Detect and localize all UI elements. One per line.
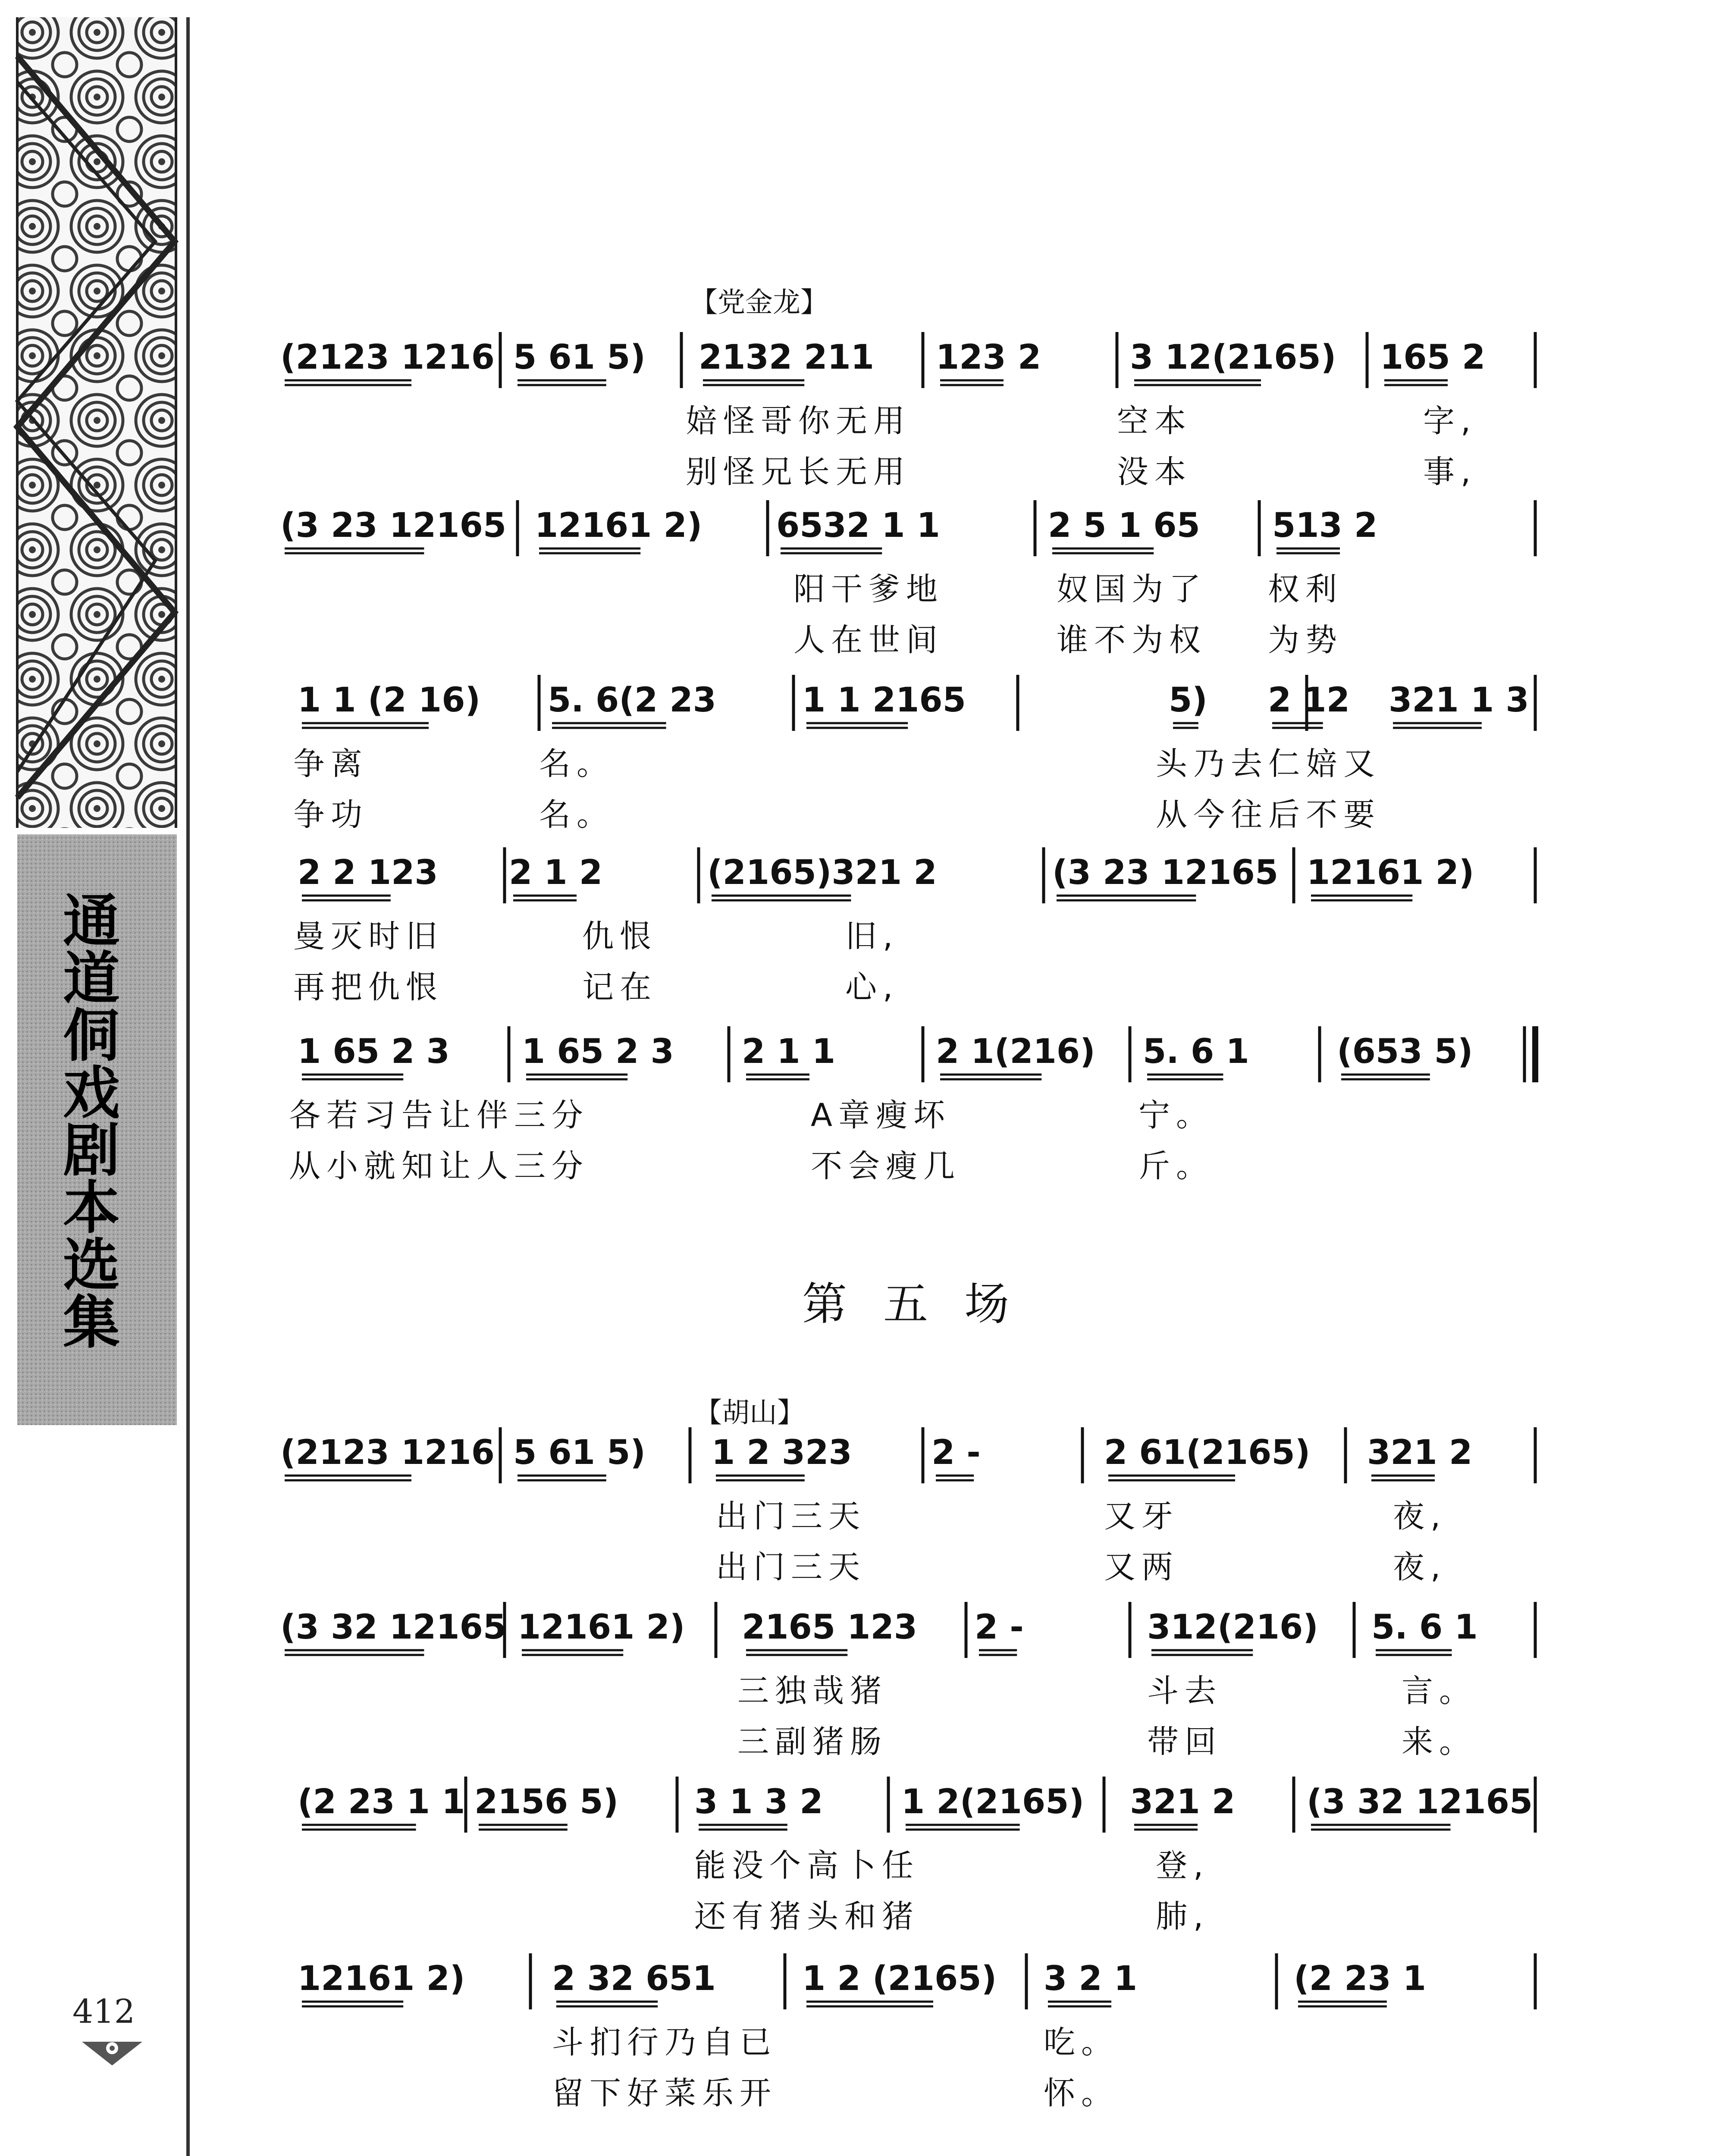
notation-group: 2156 5) (474, 1783, 619, 1821)
lyric-text: 三副猪肠 (737, 1724, 888, 1760)
scene-title: 第五场 (802, 1278, 1046, 1330)
notation-group: 6532 1 1 (776, 506, 940, 545)
lyric-text: 头乃去仁婄又 (1156, 746, 1381, 782)
page-ornament-icon (82, 2042, 142, 2065)
notation-group: (3 23 12165 (1052, 853, 1279, 892)
notation-group: 312(216) (1147, 1608, 1318, 1647)
notation-group: (653 5) (1337, 1032, 1473, 1071)
lyric-text: 谁不为权 (1057, 622, 1207, 658)
lyric-text: 斗去 (1147, 1673, 1222, 1709)
lyric-text: 能没个高卜任 (694, 1847, 919, 1884)
lyric-text: 斤。 (1138, 1148, 1214, 1185)
lyric-text: 空本 (1117, 403, 1192, 439)
book-title-char: 戏 (63, 1060, 120, 1127)
role-label: 【党金龙】 (690, 287, 828, 319)
notation-group: 321 2 (1130, 1783, 1236, 1821)
notation-group: 1 65 2 3 (298, 1032, 450, 1071)
lyric-text: 出门三天 (716, 1498, 866, 1535)
lyric-text: 从今往后不要 (1156, 796, 1381, 833)
notation-group: 2 61(2165) (1104, 1433, 1311, 1472)
notation-group: 12161 2) (535, 506, 703, 545)
lyric-text: 字, (1423, 403, 1477, 439)
lyric-text: 仇恨 (582, 918, 657, 955)
lyric-text: 又两 (1104, 1549, 1179, 1586)
lyric-text: 三独哉猪 (737, 1673, 888, 1709)
book-title-char: 侗 (63, 1003, 120, 1069)
notation-group: 12161 2) (1307, 853, 1474, 892)
book-title-char: 集 (63, 1289, 120, 1356)
notation-group: (2 23 1 1 (298, 1783, 465, 1821)
lyric-text: 奴国为了 (1057, 571, 1207, 608)
lyric-text: 再把仇恨 (293, 969, 443, 1006)
notation-group: (3 32 12165 (1307, 1783, 1533, 1821)
notation-group: 5. 6(2 23 (548, 681, 716, 720)
book-title-char: 通 (63, 893, 120, 955)
notation-group: (3 23 12165 (280, 506, 507, 545)
notation-group: (3 32 12165 (280, 1608, 507, 1647)
notation-group: (2123 1216 (280, 1433, 495, 1472)
lyric-text: A章瘦坏 (811, 1097, 951, 1134)
lyric-text: 不会瘦几 (811, 1148, 961, 1185)
notation-group: 2 1 2 (509, 853, 603, 892)
notation-group: 5. 6 1 (1371, 1608, 1478, 1647)
notation-group: 2 5 1 65 (1048, 506, 1200, 545)
book-title-char: 道 (63, 945, 120, 1012)
lyric-text: 又牙 (1104, 1498, 1179, 1535)
notation-group: (2123 1216 (280, 338, 495, 377)
notation-group: 1 65 2 3 (522, 1032, 674, 1071)
notation-group: 5 61 5) (513, 1433, 646, 1472)
notation-group: 2132 211 (699, 338, 875, 377)
lyric-text: 带回 (1147, 1724, 1222, 1760)
notation-group: 3 2 1 (1044, 1959, 1138, 1998)
notation-group: 2 1 1 (742, 1032, 836, 1071)
notation-group: 513 2 (1272, 506, 1378, 545)
notation-group: (2165)321 2 (707, 853, 937, 892)
notation-group: 321 2 (1367, 1433, 1473, 1472)
lyric-text: 吃。 (1044, 2024, 1119, 2061)
notation-group: (2 23 1 (1294, 1959, 1427, 1998)
lyric-text: 争功 (293, 796, 368, 833)
role-label: 【胡山】 (694, 1397, 805, 1429)
lyric-text: 事, (1423, 454, 1477, 490)
book-title (27, 893, 156, 1401)
notation-group: 1 2 (2165) (802, 1959, 997, 1998)
notation-group: 1 2 323 (712, 1433, 852, 1472)
lyric-text: 婄怪哥你无用 (686, 403, 911, 439)
notation-group: 165 2 (1380, 338, 1486, 377)
lyric-text: 名。 (539, 746, 614, 782)
notation-group: 2 - (975, 1608, 1024, 1647)
lyric-text: 言。 (1402, 1673, 1477, 1709)
lyric-text: 还有猪头和猪 (694, 1898, 919, 1935)
notation-group: 3 1 3 2 (694, 1783, 823, 1821)
notation-group: 1 2(2165) (901, 1783, 1085, 1821)
notation-group: 12161 2) (298, 1959, 465, 1998)
notation-group: 2 12 (1268, 681, 1350, 720)
notation-group: 2 32 651 (552, 1959, 716, 1998)
notation-group: 123 2 (936, 338, 1041, 377)
lyric-text: 权利 (1268, 571, 1343, 608)
lyric-text: 为势 (1268, 622, 1343, 658)
notation-group: 2 - (932, 1433, 981, 1472)
lyric-text: 夜, (1393, 1498, 1447, 1535)
notation-group: 2 2 123 (298, 853, 438, 892)
lyric-text: 宁。 (1138, 1097, 1214, 1134)
notation-group: 2 1(216) (936, 1032, 1095, 1071)
lyric-text: 留下好菜乐开 (552, 2075, 777, 2112)
lyric-text: 各若习告让伴三分 (289, 1097, 589, 1134)
lyric-text: 阳干爹地 (794, 571, 944, 608)
notation-group: 5 61 5) (513, 338, 646, 377)
lyric-text: 登, (1156, 1847, 1210, 1884)
book-title-char: 本 (63, 1175, 120, 1241)
lyric-text: 斗扪行乃自已 (552, 2024, 777, 2061)
notation-group: 12161 2) (518, 1608, 685, 1647)
book-title-char: 选 (63, 1232, 120, 1299)
lyric-text: 曼灭时旧 (293, 918, 443, 955)
lyric-text: 来。 (1402, 1724, 1477, 1760)
lyric-text: 心, (845, 969, 899, 1006)
lyric-text: 旧, (845, 918, 899, 955)
lyric-text: 别怪兄长无用 (686, 454, 911, 490)
notation-group: 321 1 3 (1389, 681, 1529, 720)
lyric-text: 人在世间 (794, 622, 944, 658)
lyric-text: 名。 (539, 796, 614, 833)
notation-group: 3 12(2165) (1130, 338, 1336, 377)
notation-group: 1 1 (2 16) (298, 681, 481, 720)
notation-group: 1 1 2165 (802, 681, 966, 720)
lyric-text: 夜, (1393, 1549, 1447, 1586)
lyric-text: 争离 (293, 746, 368, 782)
notation-group: 2165 123 (742, 1608, 918, 1647)
lyric-text: 肺, (1156, 1898, 1210, 1935)
page-number: 412 (72, 1992, 135, 2031)
notation-group: 5) (1169, 681, 1208, 720)
notation-group: 5. 6 1 (1143, 1032, 1249, 1071)
lyric-text: 怀。 (1044, 2075, 1119, 2112)
lyric-text: 没本 (1117, 454, 1192, 490)
lyric-text: 从小就知让人三分 (289, 1148, 589, 1185)
book-title-char: 剧 (63, 1117, 120, 1184)
lyric-text: 出门三天 (716, 1549, 866, 1586)
lyric-text: 记在 (582, 969, 657, 1006)
